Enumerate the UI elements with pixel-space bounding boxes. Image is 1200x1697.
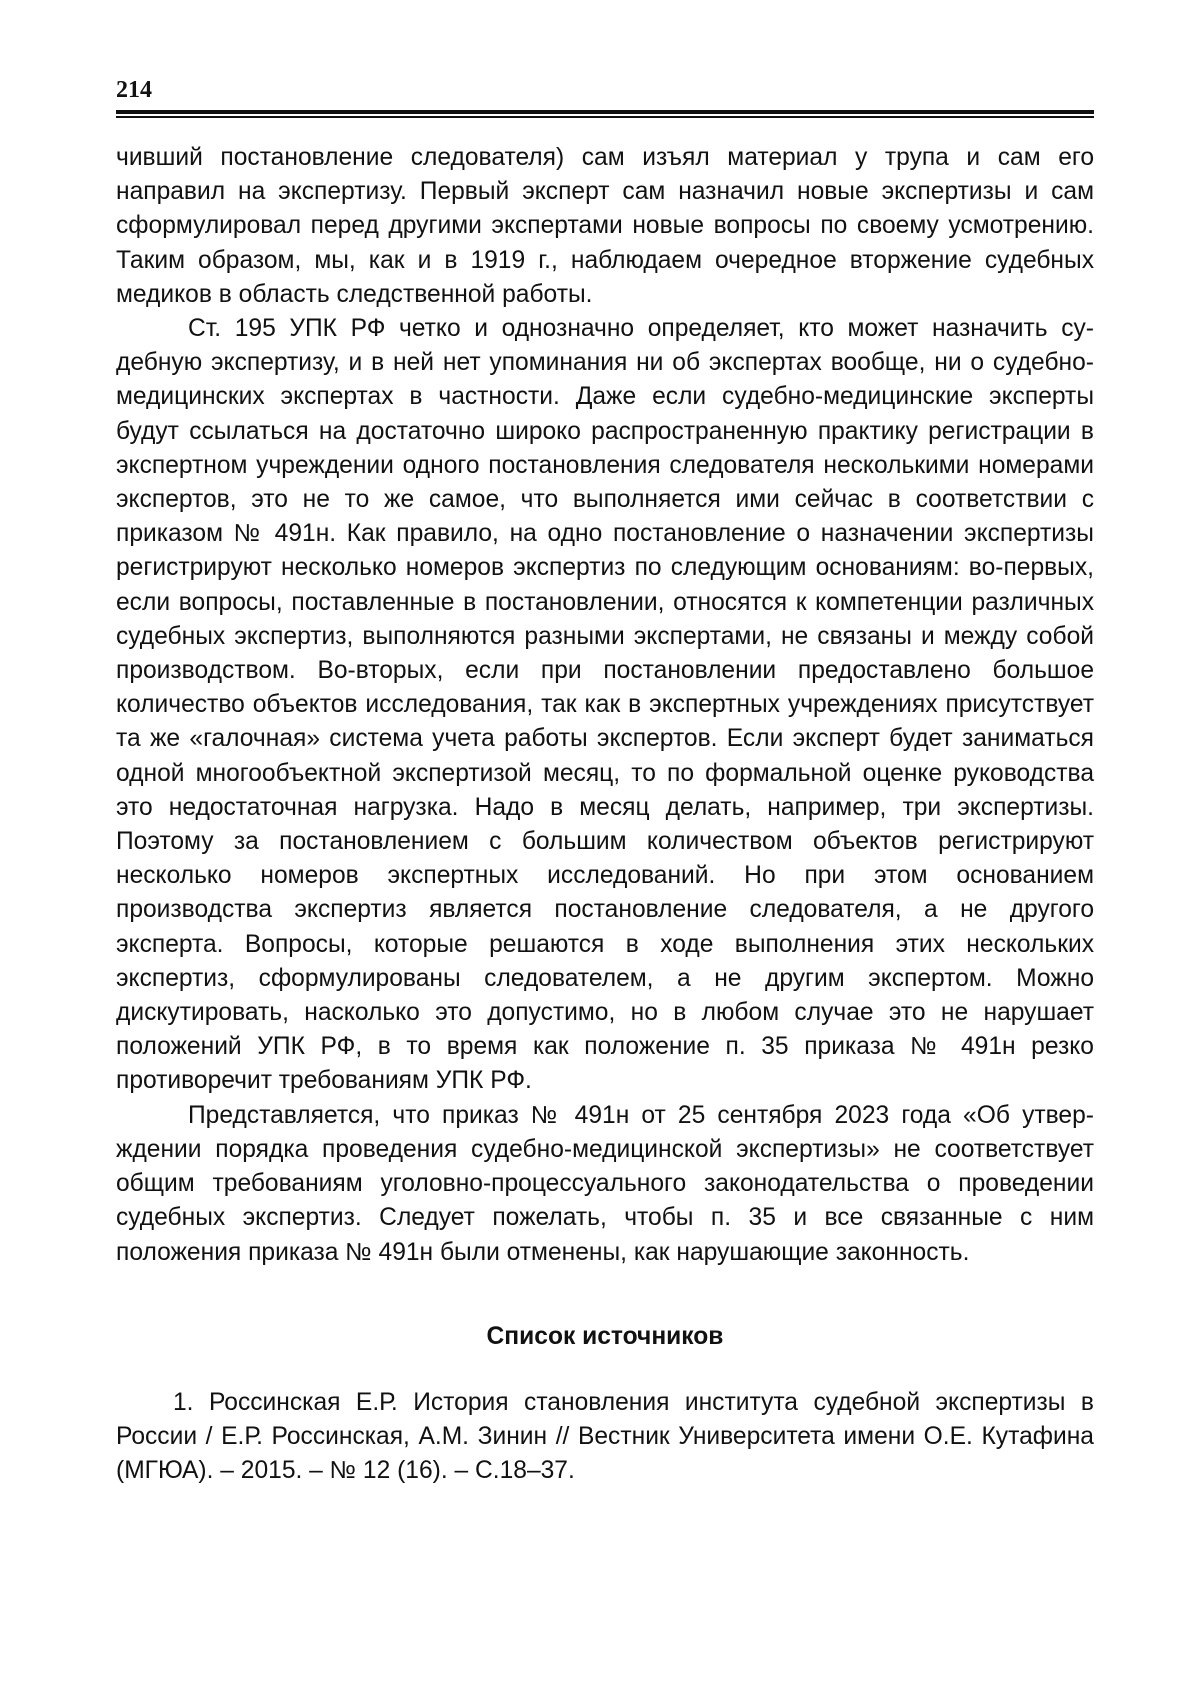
header-rule xyxy=(116,110,1094,119)
header-rule-thin-line xyxy=(116,116,1094,118)
paragraph: Представляется, что приказ № 491н от 25 сентября 2023 года «Об утверждении порядка проведения судебно-медицинской экспертизы» не соответствует общим требованиям уголовно-процессуального законодательства о проведении судебных экспертиз. Следует пожелать, чтобы п. 35 и все связанные с ним положения приказа № 491н были отменены, как нарушающие законность. xyxy=(116,1101,1094,1266)
body-text xyxy=(116,141,1094,1270)
paragraph: Ст. 195 УПК РФ четко и однозначно определяет, кто может назначить судебную экспертизу, и в ней нет упоминания ни об экспертах вообще, ни о судебно-медицинских экспертах в частности. Даже если судебно-медицинские эксперты будут ссылаться на достаточно широко распространенную практику регистрации в экспертном учреждении одного постановления следователя несколькими номерами экспертов, это не то же самое, что выполняется ими сейчас в соответствии с приказом № 491н. Как правило, на одно постановление о назначении экспертизы регистрируют несколько номеров экспертиз по следующим основаниям: во-первых, если вопросы, поставленные в постановлении, относятся к компетенции различных судебных экспертиз, выполняются разными экспертами, не связаны и между собой производством. Во-вторых, если при постановлении предоставлено большое количество объектов исследования, так как в экспертных учреждениях присутствует та же «галочная» система учета работы экспертов. Если эксперт будет заниматься одной многообъектной экспертизой месяц, то по формальной оценке руководства это недостаточная нагрузка. Надо в месяц делать, например, три экспертизы. Поэтому за постановлением с большим количеством объектов регистрируют несколько номеров экспертных исследований. Но при этом основанием производства экспертиз является постановление следователя, а не другого эксперта. Вопросы, которые решаются в ходе выполнения этих нескольких экспертиз, сформулированы следователем, а не другим экспертом. Можно дискутировать, насколько это допустимо, но в любом случае это не нарушает положений УПК РФ, в то время как положение п. 35 приказа № 491н резко противоречит требованиям УПК РФ. xyxy=(116,315,1094,1095)
header-rule-thick-line xyxy=(116,110,1094,114)
page-number: 214 xyxy=(116,77,152,103)
paragraph-continuation: чивший постановление следователя) сам изъял материал у трупа и сам его направил на экспертизу. Первый эксперт сам назначил новые экспертизы и сам сформулировал перед другими экспертами новые вопросы по своему усмотрению. Таким образом, мы, как и в 1919 г., наблюдаем очередное вторжение судебных медиков в область следственной работы. xyxy=(116,144,1094,308)
source-item: 1. Россинская Е.Р. История становления института судебной экспертизы в России / Е.Р. Россинская, А.М. Зинин // Вестник Университета имени О.Е. Кутафина (МГЮА). – 2015. – № 12 (16). – С.18–37. xyxy=(116,1389,1094,1485)
sources-title: Список источников xyxy=(486,1323,724,1350)
sources-list xyxy=(116,1386,1094,1489)
